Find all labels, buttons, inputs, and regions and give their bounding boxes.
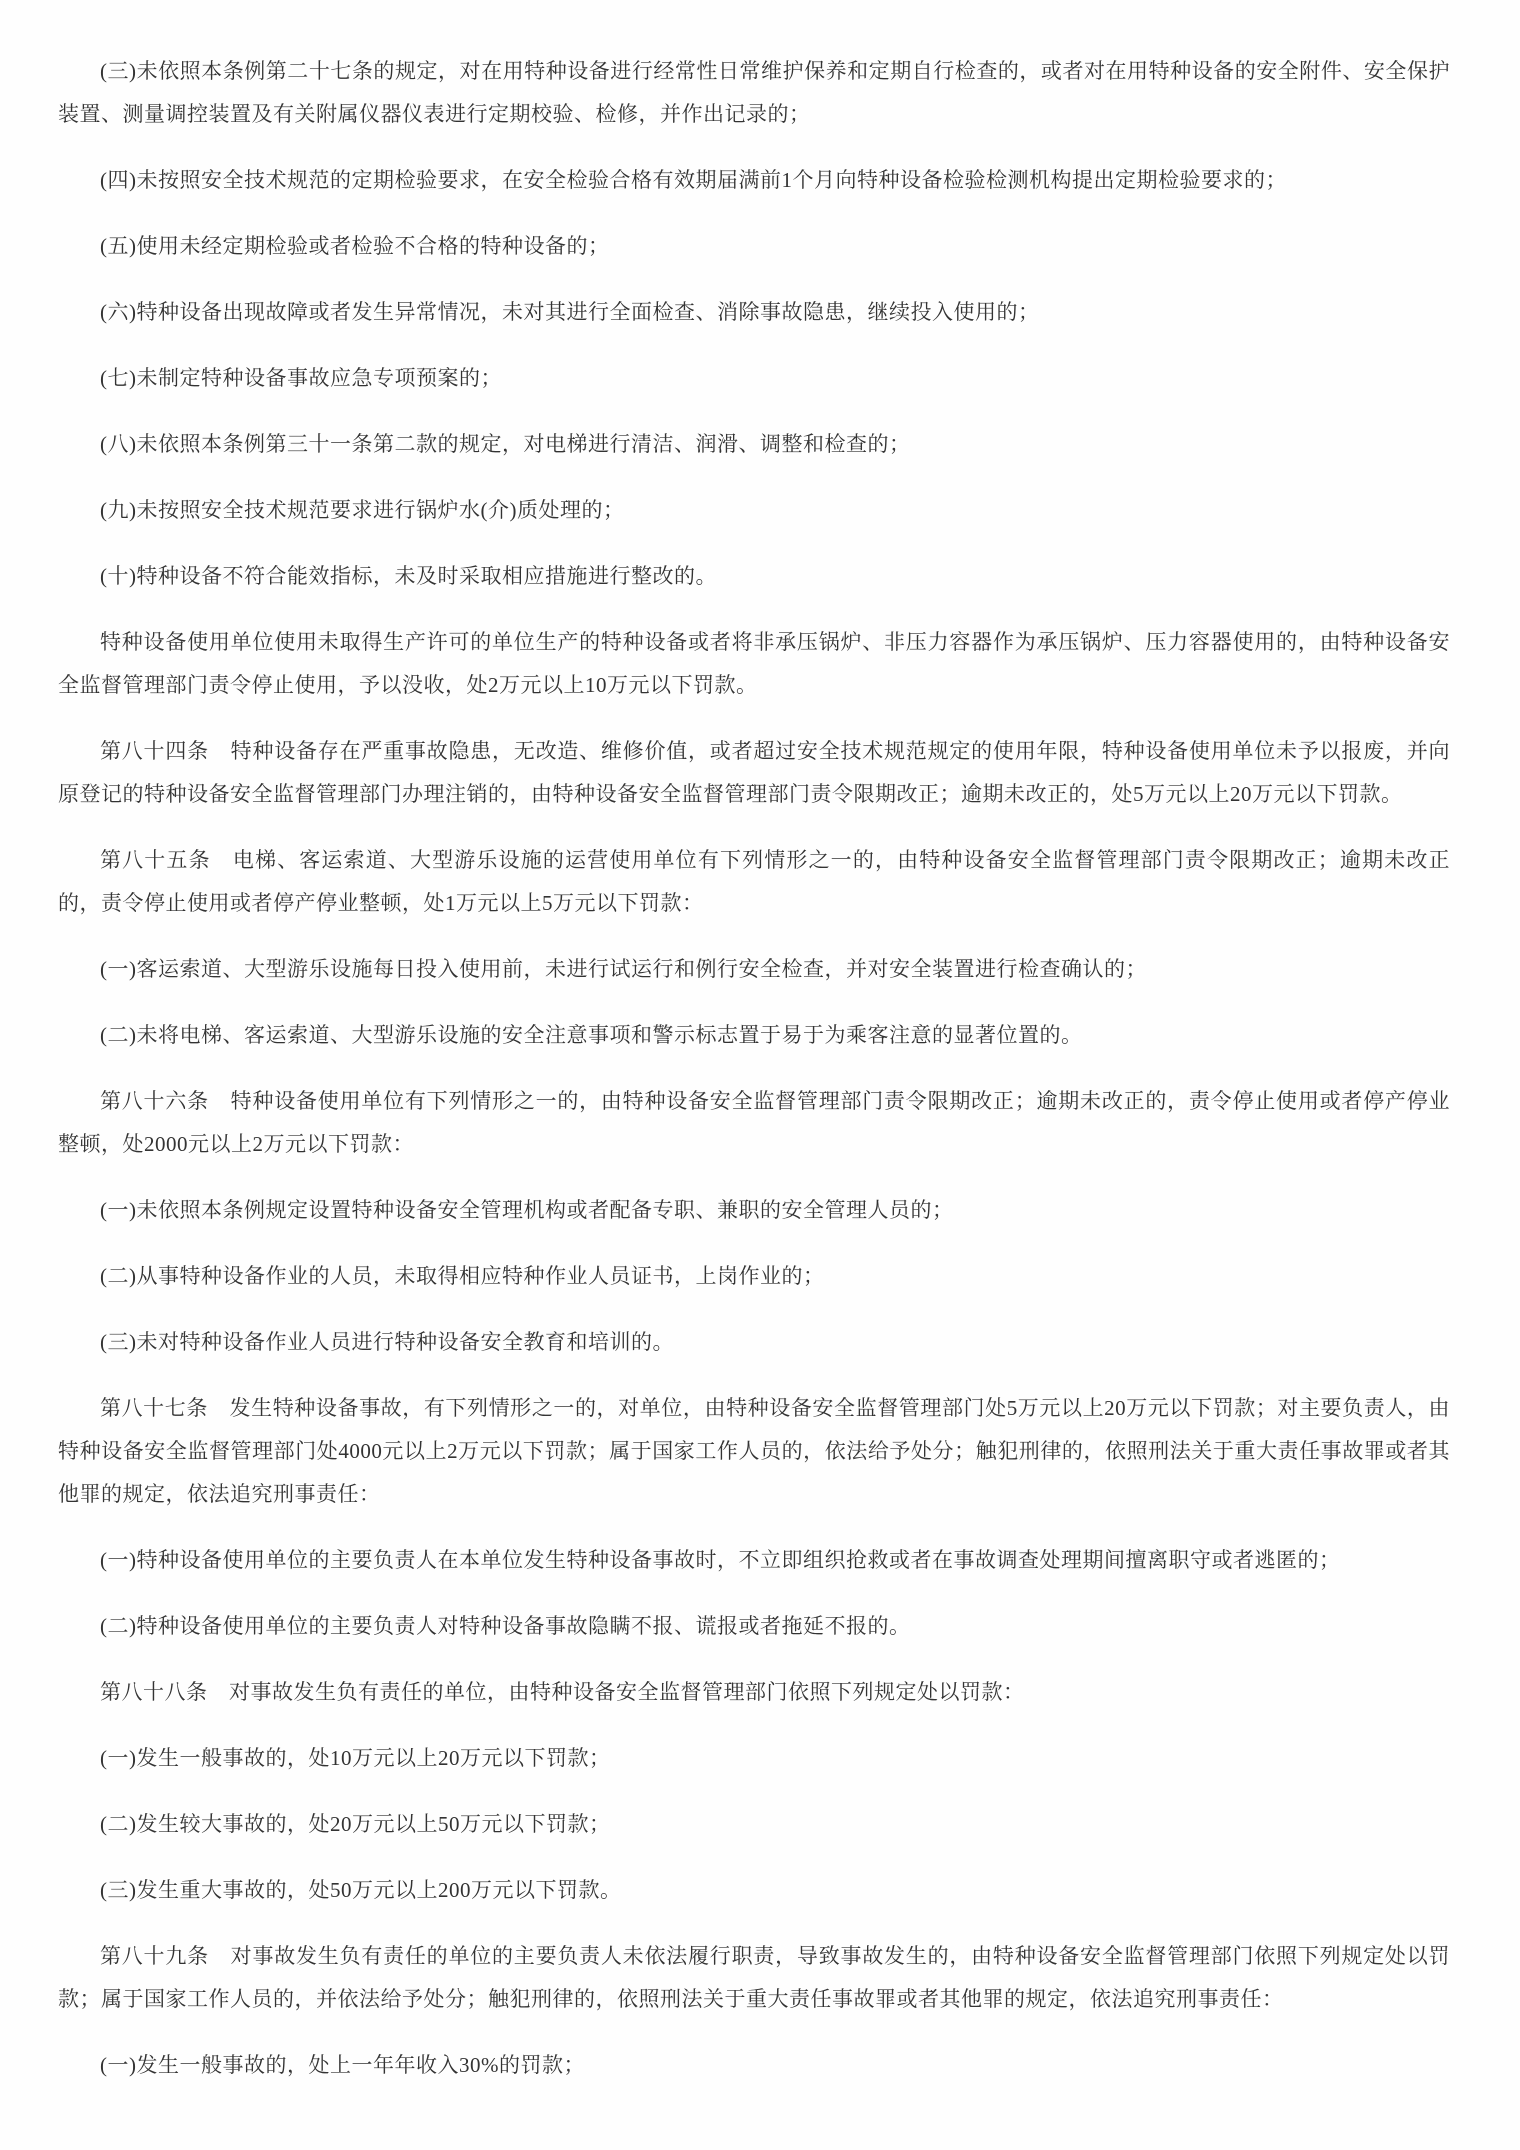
numbered-item-paragraph: (二)从事特种设备作业的人员，未取得相应特种作业人员证书，上岗作业的；: [100, 1264, 825, 1288]
numbered-item-paragraph: (一)发生一般事故的，处上一年年收入30%的罚款；: [100, 2053, 585, 2077]
legal-text-body: [58, 50, 1450, 2087]
numbered-item-paragraph: (五)使用未经定期检验或者检验不合格的特种设备的；: [100, 234, 610, 258]
article-paragraph: 第八十五条 电梯、客运索道、大型游乐设施的运营使用单位有下列情形之一的，由特种设备安全监督管理部门责令限期改正；逾期未改正的，责令停止使用或者停产停业整顿，处1万元以上5万元以下罚款：: [58, 848, 1450, 915]
numbered-item-paragraph: (三)发生重大事故的，处50万元以上200万元以下罚款。: [100, 1878, 622, 1902]
body-paragraph: 特种设备使用单位使用未取得生产许可的单位生产的特种设备或者将非承压锅炉、非压力容器作为承压锅炉、压力容器使用的，由特种设备安全监督管理部门责令停止使用，予以没收，处2万元以上10万元以下罚款。: [58, 630, 1450, 697]
numbered-item-paragraph: (六)特种设备出现故障或者发生异常情况，未对其进行全面检查、消除事故隐患，继续投入使用的；: [100, 300, 1040, 324]
article-paragraph: 第八十八条 对事故发生负有责任的单位，由特种设备安全监督管理部门依照下列规定处以罚款：: [100, 1680, 1025, 1704]
numbered-item-paragraph: (三)未依照本条例第二十七条的规定，对在用特种设备进行经常性日常维护保养和定期自行检查的，或者对在用特种设备的安全附件、安全保护装置、测量调控装置及有关附属仪器仪表进行定期校验、检修，并作出记录的；: [58, 59, 1450, 126]
numbered-item-paragraph: (四)未按照安全技术规范的定期检验要求，在安全检验合格有效期届满前1个月向特种设备检验检测机构提出定期检验要求的；: [100, 168, 1287, 192]
numbered-item-paragraph: (七)未制定特种设备事故应急专项预案的；: [100, 366, 502, 390]
numbered-item-paragraph: (九)未按照安全技术规范要求进行锅炉水(介)质处理的；: [100, 498, 625, 522]
article-paragraph: 第八十六条 特种设备使用单位有下列情形之一的，由特种设备安全监督管理部门责令限期改正；逾期未改正的，责令停止使用或者停产停业整顿，处2000元以上2万元以下罚款：: [58, 1089, 1450, 1156]
article-paragraph: 第八十七条 发生特种设备事故，有下列情形之一的，对单位，由特种设备安全监督管理部门处5万元以上20万元以下罚款；对主要负责人，由特种设备安全监督管理部门处4000元以上2万元以下罚款；属于国家工作人员的，依法给予处分；触犯刑律的，依照刑法关于重大责任事故罪或者其他罪的规定，依法追究刑事责任：: [58, 1396, 1450, 1506]
numbered-item-paragraph: (一)客运索道、大型游乐设施每日投入使用前，未进行试运行和例行安全检查，并对安全装置进行检查确认的；: [100, 957, 1147, 981]
numbered-item-paragraph: (一)特种设备使用单位的主要负责人在本单位发生特种设备事故时，不立即组织抢救或者在事故调查处理期间擅离职守或者逃匿的；: [100, 1548, 1341, 1572]
numbered-item-paragraph: (十)特种设备不符合能效指标，未及时采取相应措施进行整改的。: [100, 564, 717, 588]
numbered-item-paragraph: (八)未依照本条例第三十一条第二款的规定，对电梯进行清洁、润滑、调整和检查的；: [100, 432, 911, 456]
numbered-item-paragraph: (二)未将电梯、客运索道、大型游乐设施的安全注意事项和警示标志置于易于为乘客注意的显著位置的。: [100, 1023, 1083, 1047]
numbered-item-paragraph: (三)未对特种设备作业人员进行特种设备安全教育和培训的。: [100, 1330, 674, 1354]
numbered-item-paragraph: (一)未依照本条例规定设置特种设备安全管理机构或者配备专职、兼职的安全管理人员的；: [100, 1198, 954, 1222]
numbered-item-paragraph: (二)特种设备使用单位的主要负责人对特种设备事故隐瞒不报、谎报或者拖延不报的。: [100, 1614, 911, 1638]
article-paragraph: 第八十四条 特种设备存在严重事故隐患，无改造、维修价值，或者超过安全技术规范规定的使用年限，特种设备使用单位未予以报废，并向原登记的特种设备安全监督管理部门办理注销的，由特种设备安全监督管理部门责令限期改正；逾期未改正的，处5万元以上20万元以下罚款。: [58, 739, 1450, 806]
numbered-item-paragraph: (二)发生较大事故的，处20万元以上50万元以下罚款；: [100, 1812, 611, 1836]
article-paragraph: 第八十九条 对事故发生负有责任的单位的主要负责人未依法履行职责，导致事故发生的，由特种设备安全监督管理部门依照下列规定处以罚款；属于国家工作人员的，并依法给予处分；触犯刑律的，依照刑法关于重大责任事故罪或者其他罪的规定，依法追究刑事责任：: [58, 1944, 1450, 2011]
numbered-item-paragraph: (一)发生一般事故的，处10万元以上20万元以下罚款；: [100, 1746, 611, 1770]
